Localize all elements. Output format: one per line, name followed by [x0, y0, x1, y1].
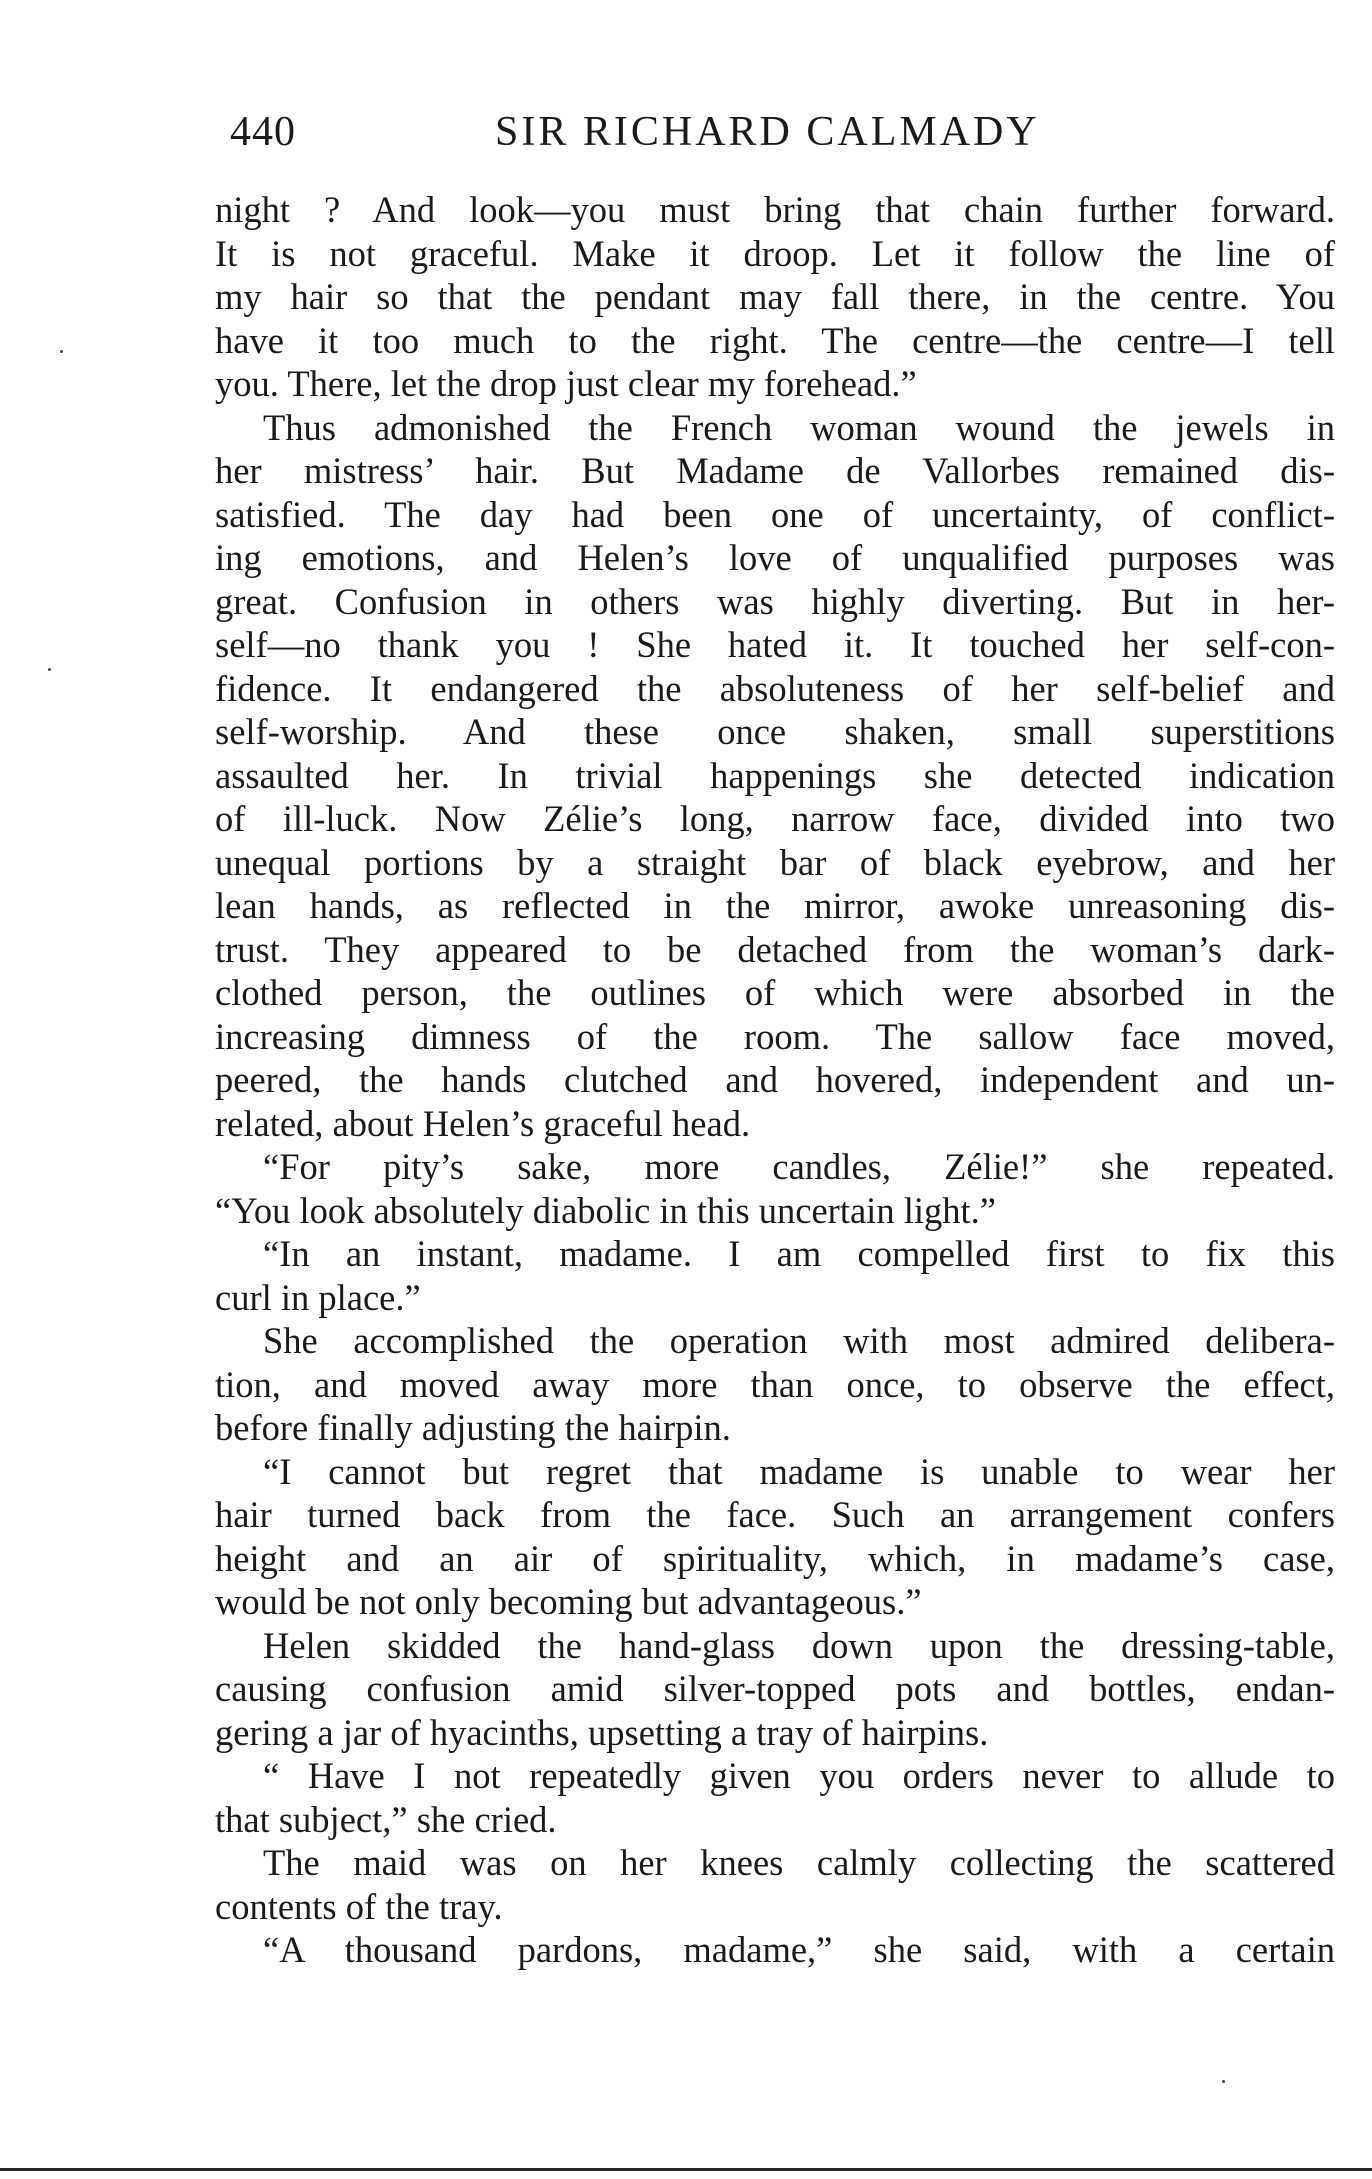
text-line: self-worship. And these once shaken, small superstitions [215, 711, 1335, 752]
scan-speck [48, 668, 51, 671]
text-line: “A thousand pardons, madame,” she said, with a certain [263, 1929, 1335, 1970]
text-line: before finally adjusting the hairpin. [215, 1407, 731, 1448]
text-line: you. There, let the drop just clear my forehead.” [215, 363, 917, 404]
text-line: It is not graceful. Make it droop. Let it follow the line of [215, 232, 1335, 274]
text-line: “ Have I not repeatedly given you orders never to allude to [263, 1755, 1335, 1796]
text-line: The maid was on her knees calmly collecting the scattered [263, 1842, 1335, 1883]
text-line: great. Confusion in others was highly diverting. But in her- [215, 580, 1335, 622]
body-text [215, 188, 1335, 1972]
text-line: night ? And look—you must bring that chain further forward. [215, 189, 1335, 230]
text-line: gering a jar of hyacinths, upsetting a tray of hairpins. [215, 1711, 989, 1753]
text-line: She accomplished the operation with most admired delibera- [263, 1320, 1335, 1361]
scan-speck [60, 350, 63, 353]
text-line: height and an air of spirituality, which, in madame’s case, [215, 1537, 1335, 1579]
text-line: ing emotions, and Helen’s love of unqualified purposes was [215, 537, 1335, 578]
text-line: satisfied. The day had been one of uncertainty, of conflict- [215, 493, 1335, 535]
text-line: contents of the tray. [215, 1885, 503, 1927]
text-line: Thus admonished the French woman wound the jewels in [263, 406, 1335, 448]
text-line: related, about Helen’s graceful head. [215, 1102, 751, 1144]
text-line: “I cannot but regret that madame is unable to wear her [263, 1450, 1335, 1492]
text-line: that subject,” she cried. [215, 1798, 557, 1840]
text-line: my hair so that the pendant may fall there, in the centre. You [215, 276, 1335, 317]
text-line: hair turned back from the face. Such an arrangement confers [215, 1494, 1335, 1535]
text-line: unequal portions by a straight bar of black eyebrow, and her [215, 841, 1335, 883]
text-line: have it too much to the right. The centre—the centre—I tell [215, 319, 1335, 361]
text-line: assaulted her. In trivial happenings she detected indication [215, 754, 1335, 796]
text-line: peered, the hands clutched and hovered, independent and un- [215, 1059, 1335, 1100]
text-line: her mistress’ hair. But Madame de Vallorbes remained dis- [215, 450, 1335, 491]
scan-speck [1222, 2080, 1225, 2083]
text-line: of ill-luck. Now Zélie’s long, narrow face, divided into two [215, 798, 1335, 839]
text-line: would be not only becoming but advantageous.” [215, 1581, 922, 1622]
text-line: trust. They appeared to be detached from the woman’s dark- [215, 928, 1335, 970]
text-line: Helen skidded the hand-glass down upon the dressing-table, [263, 1624, 1335, 1666]
text-line: lean hands, as reflected in the mirror, awoke unreasoning dis- [215, 885, 1335, 926]
text-line: curl in place.” [215, 1276, 421, 1318]
text-line: tion, and moved away more than once, to observe the effect, [215, 1363, 1335, 1405]
text-line: self—no thank you ! She hated it. It touched her self-con- [215, 624, 1335, 665]
running-title: SIR RICHARD CALMADY [495, 109, 1040, 155]
text-line: fidence. It endangered the absoluteness of her self-belief and [215, 667, 1335, 709]
page-bottom-rule [0, 2168, 1372, 2171]
text-line: “You look absolutely diabolic in this uncertain light.” [215, 1189, 996, 1231]
text-line: “For pity’s sake, more candles, Zélie!” she repeated. [263, 1146, 1335, 1187]
page-number: 440 [230, 109, 296, 155]
text-line: clothed person, the outlines of which were absorbed in the [215, 972, 1335, 1013]
text-line: “In an instant, madame. I am compelled first to fix this [263, 1233, 1335, 1274]
page-header [230, 108, 1330, 158]
text-line: increasing dimness of the room. The sallow face moved, [215, 1015, 1335, 1057]
text-line: causing confusion amid silver-topped pots and bottles, endan- [215, 1668, 1335, 1709]
